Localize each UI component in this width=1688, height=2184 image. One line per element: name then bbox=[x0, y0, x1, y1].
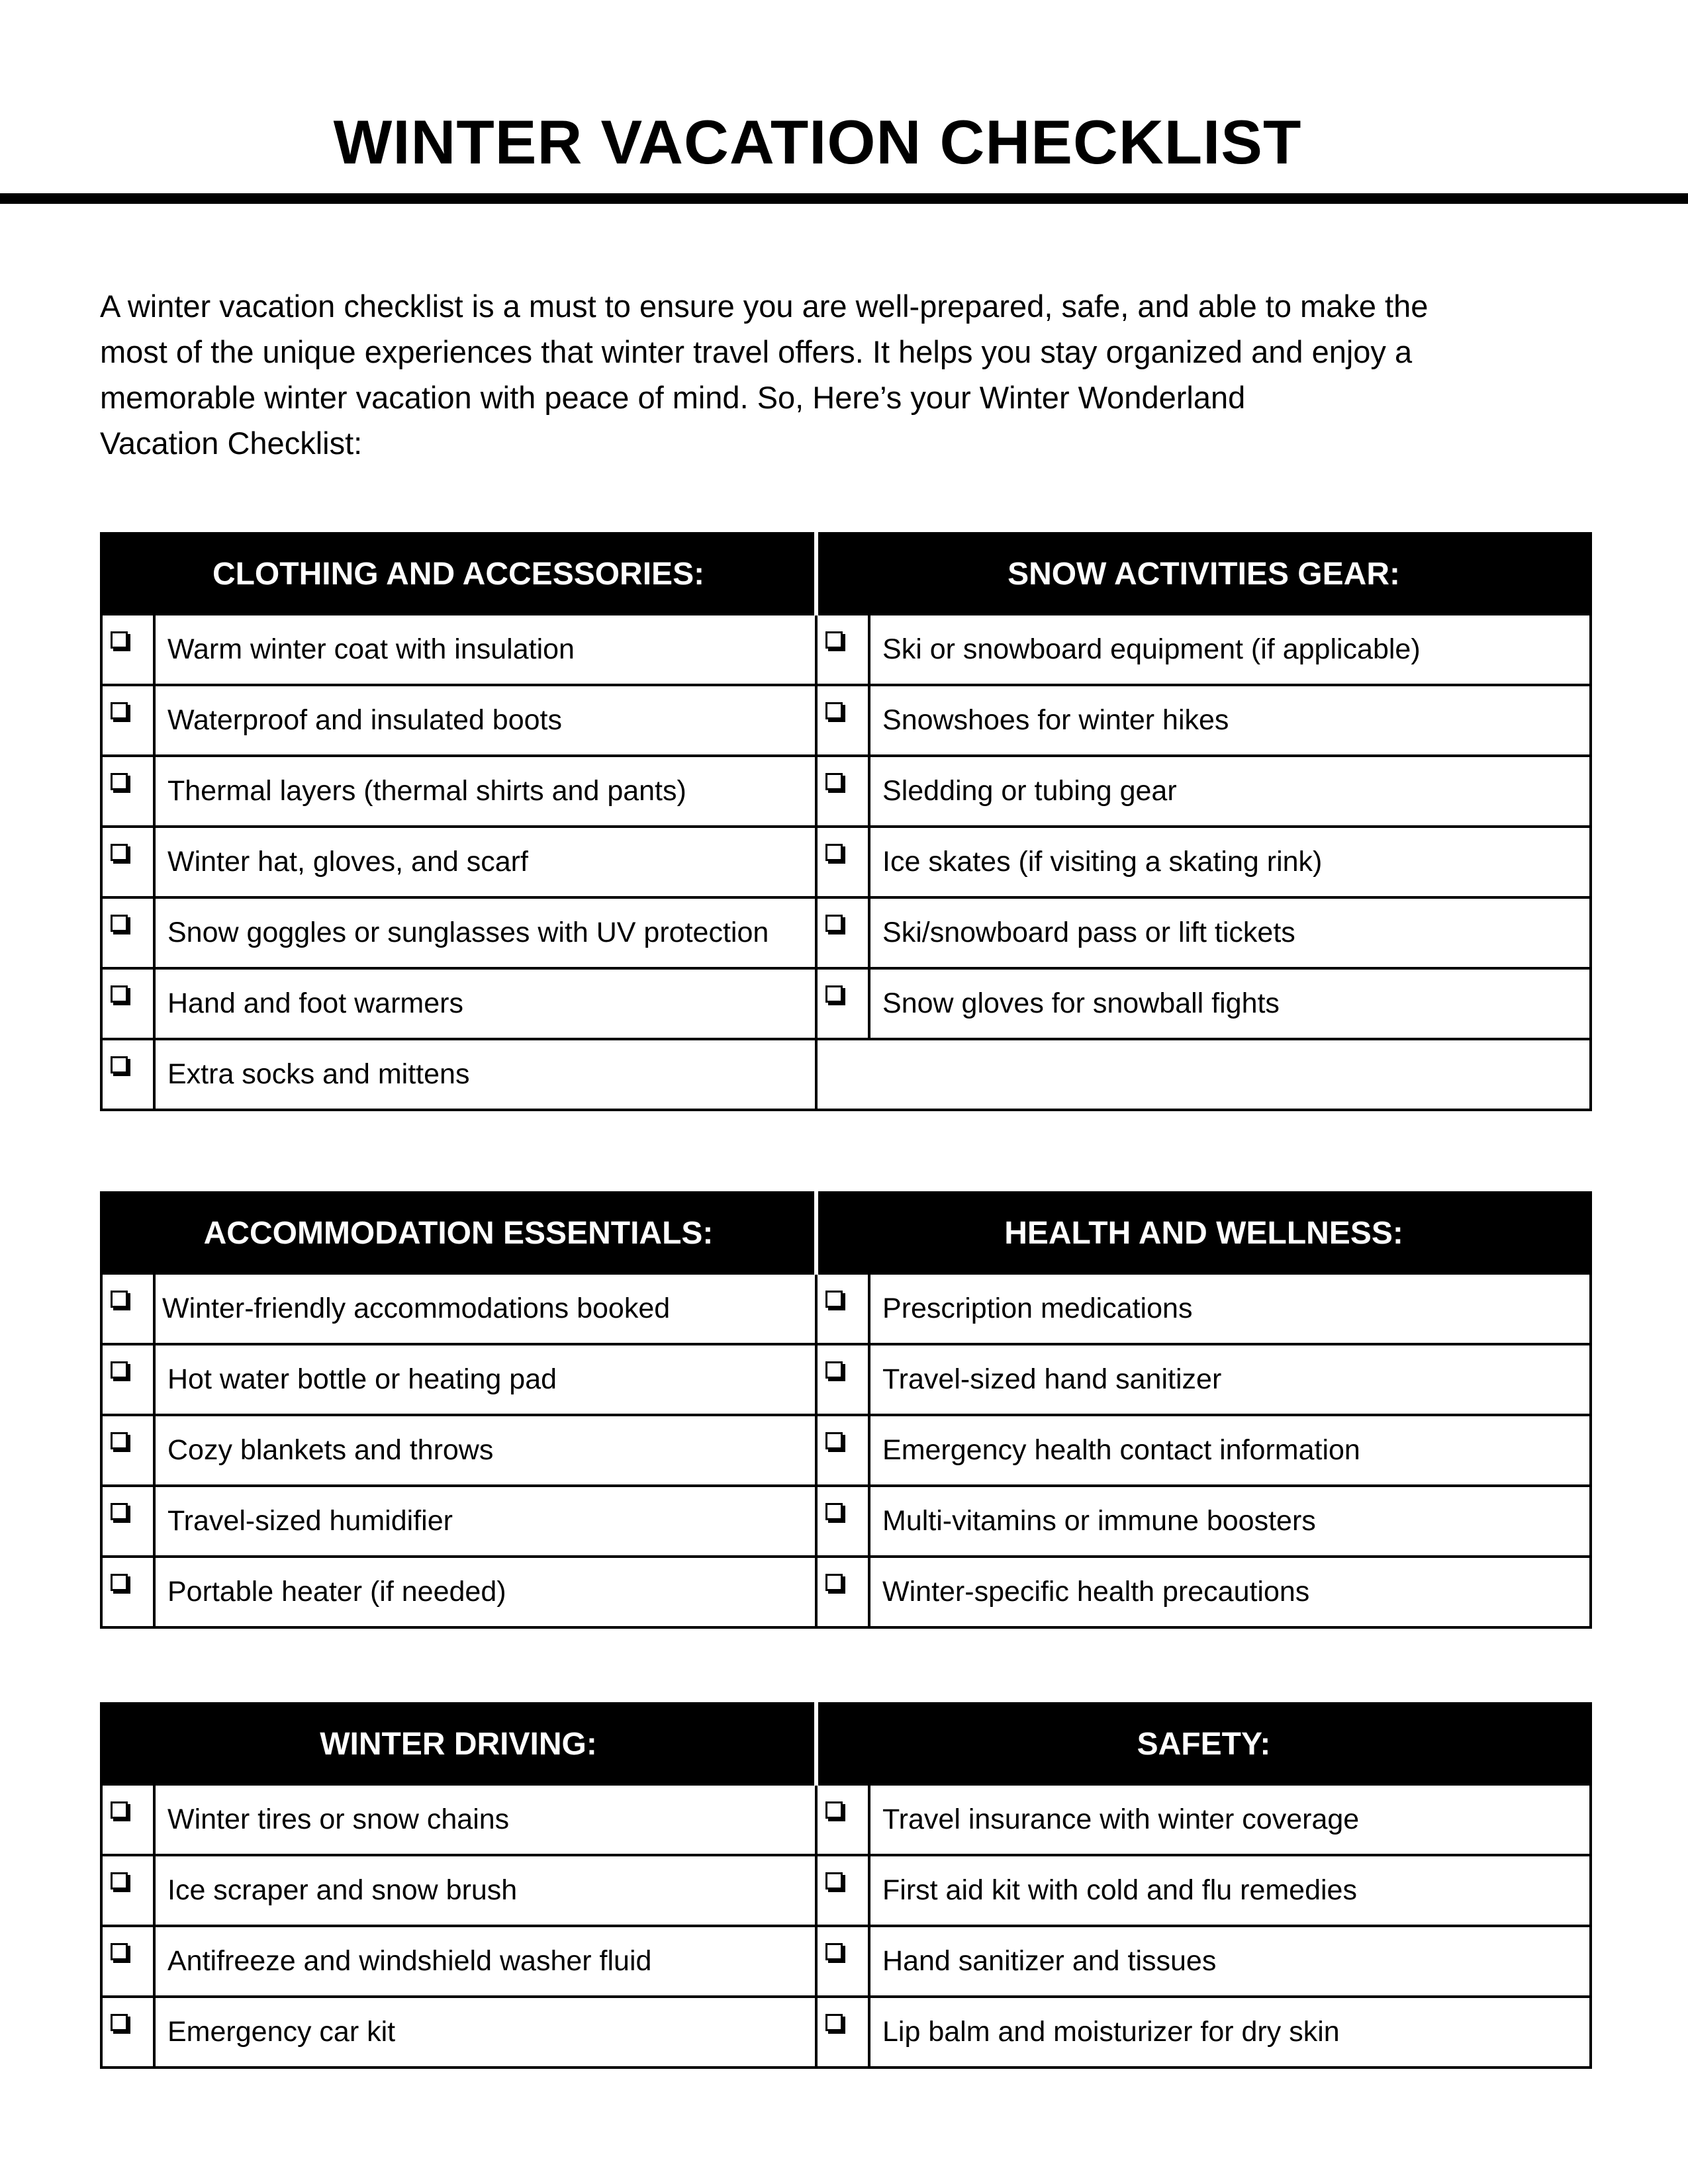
checklist-item: Sledding or tubing gear bbox=[869, 756, 1591, 827]
checkbox[interactable] bbox=[111, 1574, 128, 1591]
checklist-item: Travel-sized humidifier bbox=[154, 1486, 816, 1557]
checklist-item: Ice scraper and snow brush bbox=[154, 1855, 816, 1926]
checkbox[interactable] bbox=[111, 1432, 128, 1449]
checkbox[interactable] bbox=[825, 773, 843, 790]
checklist-item: Warm winter coat with insulation bbox=[154, 614, 816, 685]
checkbox[interactable] bbox=[111, 1503, 128, 1520]
checkbox[interactable] bbox=[825, 1801, 843, 1819]
checklist-table-driving-safety bbox=[100, 1702, 1592, 2069]
checkbox[interactable] bbox=[825, 1943, 843, 1960]
intro-line: A winter vacation checklist is a must to ensure you are well-prepared, safe, and able to make the bbox=[100, 289, 1429, 324]
checkbox[interactable] bbox=[825, 1432, 843, 1449]
checkbox[interactable] bbox=[111, 844, 128, 861]
checklist-item: Lip balm and moisturizer for dry skin bbox=[869, 1997, 1591, 2068]
section-heading-snow-gear: SNOW ACTIVITIES GEAR: bbox=[816, 533, 1591, 614]
table-row bbox=[101, 968, 1591, 1039]
checkbox[interactable] bbox=[825, 915, 843, 932]
checkbox[interactable] bbox=[825, 1361, 843, 1379]
table-row bbox=[101, 756, 1591, 827]
intro-line: Vacation Checklist: bbox=[100, 426, 363, 461]
checklist-item: Ski or snowboard equipment (if applicable) bbox=[869, 614, 1591, 685]
checkbox[interactable] bbox=[825, 631, 843, 649]
table-row bbox=[101, 827, 1591, 897]
checkbox[interactable] bbox=[825, 702, 843, 719]
table-row bbox=[101, 897, 1591, 968]
checkbox[interactable] bbox=[111, 1056, 128, 1073]
checklist-item: Winter tires or snow chains bbox=[154, 1784, 816, 1855]
checklist-item: Waterproof and insulated boots bbox=[154, 685, 816, 756]
checkbox[interactable] bbox=[825, 1291, 843, 1308]
page-title: WINTER VACATION CHECKLIST bbox=[333, 107, 1302, 177]
checklist-item: Emergency car kit bbox=[154, 1997, 816, 2068]
checklist-item: Winter-specific health precautions bbox=[869, 1557, 1591, 1627]
checklist-item: Emergency health contact information bbox=[869, 1415, 1591, 1486]
checkbox[interactable] bbox=[111, 985, 128, 1003]
checklist-item: Ski/snowboard pass or lift tickets bbox=[869, 897, 1591, 968]
checkbox[interactable] bbox=[825, 2014, 843, 2031]
checklist-item: Hot water bottle or heating pad bbox=[154, 1344, 816, 1415]
section-heading-clothing: CLOTHING AND ACCESSORIES: bbox=[101, 533, 816, 614]
table-row bbox=[101, 1415, 1591, 1486]
intro-paragraph bbox=[100, 283, 1622, 466]
table-row bbox=[101, 685, 1591, 756]
table-row bbox=[101, 1273, 1591, 1344]
checkbox[interactable] bbox=[825, 985, 843, 1003]
section-heading-health: HEALTH AND WELLNESS: bbox=[816, 1193, 1591, 1273]
table-row bbox=[101, 1784, 1591, 1855]
table-row bbox=[101, 614, 1591, 685]
checklist-item: Hand and foot warmers bbox=[154, 968, 816, 1039]
checkbox[interactable] bbox=[111, 702, 128, 719]
checklist-item: Travel insurance with winter coverage bbox=[869, 1784, 1591, 1855]
checklist-item: Hand sanitizer and tissues bbox=[869, 1926, 1591, 1997]
table-row bbox=[101, 1855, 1591, 1926]
table-row bbox=[101, 1486, 1591, 1557]
checkbox[interactable] bbox=[111, 2014, 128, 2031]
section-heading-safety: SAFETY: bbox=[816, 1704, 1591, 1784]
table-row bbox=[101, 1997, 1591, 2068]
checklist-item: Prescription medications bbox=[869, 1273, 1591, 1344]
checklist-item: Ice skates (if visiting a skating rink) bbox=[869, 827, 1591, 897]
checklist-item: Cozy blankets and throws bbox=[154, 1415, 816, 1486]
intro-line: memorable winter vacation with peace of mind. So, Here’s your Winter Wonderland bbox=[100, 380, 1246, 415]
checklist-item: Portable heater (if needed) bbox=[154, 1557, 816, 1627]
table-row bbox=[101, 1344, 1591, 1415]
checkbox[interactable] bbox=[825, 1503, 843, 1520]
checklist-item: Thermal layers (thermal shirts and pants) bbox=[154, 756, 816, 827]
empty-cell bbox=[816, 1039, 1591, 1110]
checklist-item: First aid kit with cold and flu remedies bbox=[869, 1855, 1591, 1926]
checklist-item: Winter hat, gloves, and scarf bbox=[154, 827, 816, 897]
checklist-item: Snow goggles or sunglasses with UV protection bbox=[154, 897, 816, 968]
checklist-item: Snowshoes for winter hikes bbox=[869, 685, 1591, 756]
checkbox[interactable] bbox=[111, 1943, 128, 1960]
title-divider bbox=[0, 193, 1688, 204]
section-heading-winter-driving: WINTER DRIVING: bbox=[101, 1704, 816, 1784]
table-row bbox=[101, 1926, 1591, 1997]
checkbox[interactable] bbox=[111, 1872, 128, 1889]
checkbox[interactable] bbox=[825, 1574, 843, 1591]
checklist-item: Snow gloves for snowball fights bbox=[869, 968, 1591, 1039]
checklist-item: Travel-sized hand sanitizer bbox=[869, 1344, 1591, 1415]
table-row bbox=[101, 1557, 1591, 1627]
checklist-item: Extra socks and mittens bbox=[154, 1039, 816, 1110]
checkbox[interactable] bbox=[111, 773, 128, 790]
checkbox[interactable] bbox=[111, 915, 128, 932]
checklist-item: Antifreeze and windshield washer fluid bbox=[154, 1926, 816, 1997]
checklist-table-clothing-snow bbox=[100, 532, 1592, 1111]
checkbox[interactable] bbox=[111, 1291, 128, 1308]
checklist-table-accommodation-health bbox=[100, 1191, 1592, 1629]
checklist-item: Multi-vitamins or immune boosters bbox=[869, 1486, 1591, 1557]
checkbox[interactable] bbox=[111, 631, 128, 649]
checkbox[interactable] bbox=[825, 1872, 843, 1889]
table-row bbox=[101, 1039, 1591, 1110]
section-heading-accommodation: ACCOMMODATION ESSENTIALS: bbox=[101, 1193, 816, 1273]
intro-line: most of the unique experiences that winter travel offers. It helps you stay organized and enjoy a bbox=[100, 334, 1413, 369]
checkbox[interactable] bbox=[111, 1361, 128, 1379]
checkbox[interactable] bbox=[111, 1801, 128, 1819]
checklist-item: Winter-friendly accommodations booked bbox=[154, 1273, 816, 1344]
checkbox[interactable] bbox=[825, 844, 843, 861]
